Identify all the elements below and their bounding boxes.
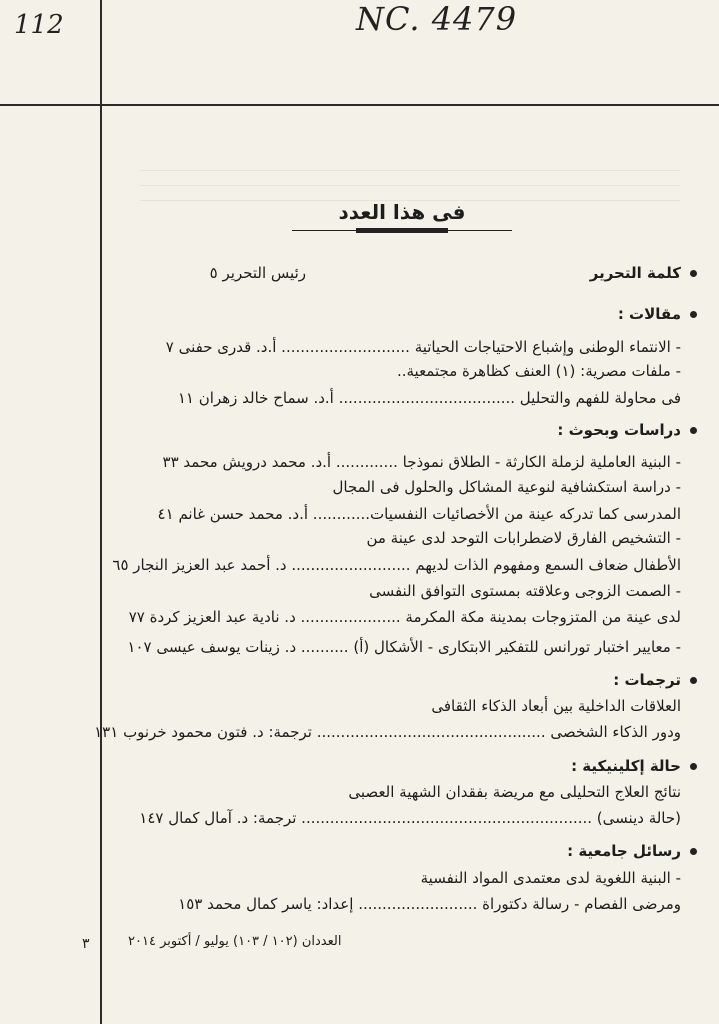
toc-entry-line: - الصمت الزوجى وعلاقته بمستوى التوافق النفسى bbox=[369, 582, 681, 600]
toc-title-block bbox=[292, 200, 512, 231]
toc-entry-line: - التشخيص الفارق لاضطرابات التوحد لدى عينة من bbox=[366, 529, 681, 547]
issue-footer: العددان (١٠٢ / ١٠٣) يوليو / أكتوبر ٢٠١٤ bbox=[128, 934, 342, 949]
section-heading-clinical-case: حالة إكلينيكية : bbox=[571, 757, 681, 775]
handwritten-catalog-code: NC. 4479 bbox=[356, 0, 518, 38]
header-rule bbox=[0, 104, 719, 106]
section-heading-translations: ترجمات : bbox=[613, 671, 681, 689]
toc-entry-line: (حالة دينسى) ............................................................. ترجمة: د. آمال كمال ١٤٧ bbox=[139, 809, 681, 827]
section-bullet bbox=[690, 677, 697, 684]
section-bullet bbox=[690, 427, 697, 434]
page-number: ٣ bbox=[82, 936, 90, 952]
toc-entry-line: فى محاولة للفهم والتحليل ..................................... أ.د. سماح خالد زهران ١١ bbox=[177, 389, 681, 407]
toc-entry-line: - البنية العاملية لزملة الكارثة - الطلاق نموذجا ............. أ.د. محمد درويش محمد ٣٣ bbox=[162, 453, 681, 471]
toc-entry-line: رئيس التحرير ٥ bbox=[209, 264, 306, 282]
margin-rule bbox=[100, 0, 102, 1024]
handwritten-page-number: 112 bbox=[14, 10, 64, 40]
toc-entry-line: ودور الذكاء الشخصى ................................................ ترجمة: د. فتون محمود خرنوب ١٣١ bbox=[94, 723, 681, 741]
section-bullet bbox=[690, 763, 697, 770]
section-bullet bbox=[690, 270, 697, 277]
toc-entry-line: لدى عينة من المتزوجات بمدينة مكة المكرمة ..................... د. نادية عبد العزيز كردة ٧٧ bbox=[128, 608, 681, 626]
toc-entry-line: الأطفال ضعاف السمع ومفهوم الذات لديهم ......................... د. أحمد عبد العزيز النجار ٦٥ bbox=[112, 556, 681, 574]
section-bullet bbox=[690, 311, 697, 318]
section-bullet bbox=[690, 848, 697, 855]
toc-entry-line: نتائج العلاج التحليلى مع مريضة بفقدان الشهية العصبى bbox=[348, 783, 681, 801]
toc-entry-line: ومرضى الفصام - رسالة دكتوراة ......................... إعداد: ياسر كمال محمد ١٥٣ bbox=[178, 895, 681, 913]
toc-entry-line: المدرسى كما تدركه عينة من الأخصائيات النفسيات............ أ.د. محمد حسن غانم ٤١ bbox=[157, 505, 681, 523]
title-underline bbox=[292, 230, 512, 231]
toc-title: فى هذا العدد bbox=[338, 200, 466, 224]
toc-entry-line: - دراسة استكشافية لنوعية المشاكل والحلول فى المجال bbox=[332, 478, 681, 496]
toc-entry-line: - معايير اختبار تورانس للتفكير الابتكارى - الأشكال (أ) .......... د. زينات يوسف عيسى ١٠٧ bbox=[127, 638, 681, 656]
toc-entry-line: - ملفات مصرية: (١) العنف كظاهرة مجتمعية.. bbox=[396, 362, 681, 380]
toc-entry-line: - البنية اللغوية لدى معتمدى المواد النفسية bbox=[420, 869, 681, 887]
section-heading-articles: مقالات : bbox=[617, 305, 681, 323]
section-heading-editorial: كلمة التحرير bbox=[589, 264, 681, 282]
section-heading-studies: دراسات وبحوث : bbox=[557, 421, 681, 439]
toc-entry-line: - الانتماء الوطنى وإشباع الاحتياجات الحياتية ........................... أ.د. قدرى حفنى ٧ bbox=[165, 338, 681, 356]
section-heading-theses: رسائل جامعية : bbox=[567, 842, 681, 860]
toc-entry-line: العلاقات الداخلية بين أبعاد الذكاء الثقافى bbox=[431, 697, 681, 715]
